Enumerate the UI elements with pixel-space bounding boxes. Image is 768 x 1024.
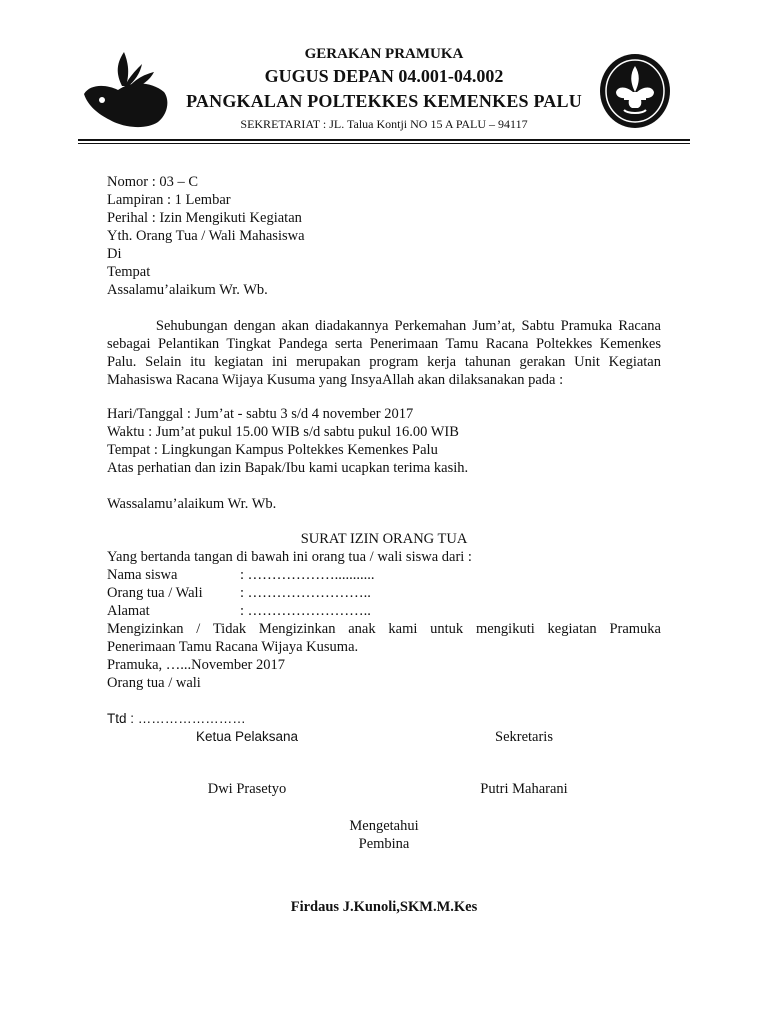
letterhead-divider-thin	[78, 143, 690, 144]
guardian-blank: : ……………………..	[240, 585, 371, 601]
secretary-name: Putri Maharani	[480, 781, 568, 797]
paragraph-line: sebagai Pelantikan Tingkat Pandega serta Penerimaan Tamu Racana Poltekkes Kemenkes	[107, 336, 661, 352]
address-blank: : ……………………..	[240, 603, 371, 619]
advisor-name: Firdaus J.Kunoli,SKM.M.Kes	[290, 899, 478, 915]
paragraph-line: Palu. Selain itu kegiatan ini merupakan program kerja tahunan gerakan Unit Kegiatan	[107, 354, 661, 370]
opening-greeting: Assalamu’alaikum Wr. Wb.	[107, 282, 268, 298]
chair-role: Ketua Pelaksana	[195, 729, 299, 744]
event-date: Hari/Tanggal : Jum’at - sabtu 3 s/d 4 november 2017	[107, 406, 414, 422]
address-label: Alamat	[107, 603, 150, 619]
letterhead-divider	[78, 139, 690, 141]
org-name: GERAKAN PRAMUKA	[304, 46, 464, 62]
student-name-label: Nama siswa	[107, 567, 178, 583]
signature-blank: Ttd : ……………………	[107, 711, 246, 726]
closing-greeting: Wassalamu’alaikum Wr. Wb.	[107, 496, 277, 512]
tunas-kelapa-logo-icon	[80, 48, 172, 130]
location-di: Di	[107, 246, 122, 262]
unit-name: GUGUS DEPAN 04.001-04.002	[264, 66, 504, 86]
consent-statement	[107, 620, 661, 656]
paragraph-line: Sehubungan dengan akan diadakannya Perkemahan Jum’at, Sabtu Pramuka Racana	[107, 318, 661, 334]
secretary-role: Sekretaris	[495, 729, 553, 745]
opening-paragraph	[107, 317, 661, 389]
paragraph-line: Mahasiswa Racana Wijaya Kusuma yang InsyaAllah akan dilaksanakan pada :	[107, 372, 564, 388]
scout-emblem-logo-icon	[598, 52, 672, 130]
advisor-role: Pembina	[358, 836, 410, 852]
form-date-line: Pramuka, …...November 2017	[107, 657, 285, 673]
statement-line: Mengizinkan / Tidak Mengizinkan anak kami untuk mengikuti kegiatan Pramuka	[107, 621, 661, 637]
event-place: Tempat : Lingkungan Kampus Poltekkes Kemenkes Palu	[107, 442, 438, 458]
recipient-line: Yth. Orang Tua / Wali Mahasiswa	[107, 228, 305, 244]
form-intro: Yang bertanda tangan di bawah ini orang tua / wali siswa dari :	[107, 549, 472, 565]
acknowledge-label: Mengetahui	[349, 818, 419, 834]
guardian-signer: Orang tua / wali	[107, 675, 201, 691]
attachment-line: Lampiran : 1 Lembar	[107, 192, 231, 208]
subject-line: Perihal : Izin Mengikuti Kegiatan	[107, 210, 302, 226]
location-tempat: Tempat	[107, 264, 151, 280]
chair-name: Dwi Prasetyo	[207, 781, 287, 797]
student-name-blank: : ………………...........	[240, 567, 375, 583]
statement-line: Penerimaan Tamu Racana Wijaya Kusuma.	[107, 639, 359, 655]
guardian-label: Orang tua / Wali	[107, 585, 203, 601]
base-name: PANGKALAN POLTEKKES KEMENKES PALU	[186, 91, 582, 111]
event-time: Waktu : Jum’at pukul 15.00 WIB s/d sabtu pukul 16.00 WIB	[107, 424, 459, 440]
secretariat-address: SEKRETARIAT : JL. Talua Kontji NO 15 A PALU – 94117	[240, 117, 528, 131]
letter-number: Nomor : 03 – C	[107, 174, 199, 190]
thanks-line: Atas perhatian dan izin Bapak/Ibu kami ucapkan terima kasih.	[107, 460, 469, 476]
form-title: SURAT IZIN ORANG TUA	[300, 531, 468, 547]
